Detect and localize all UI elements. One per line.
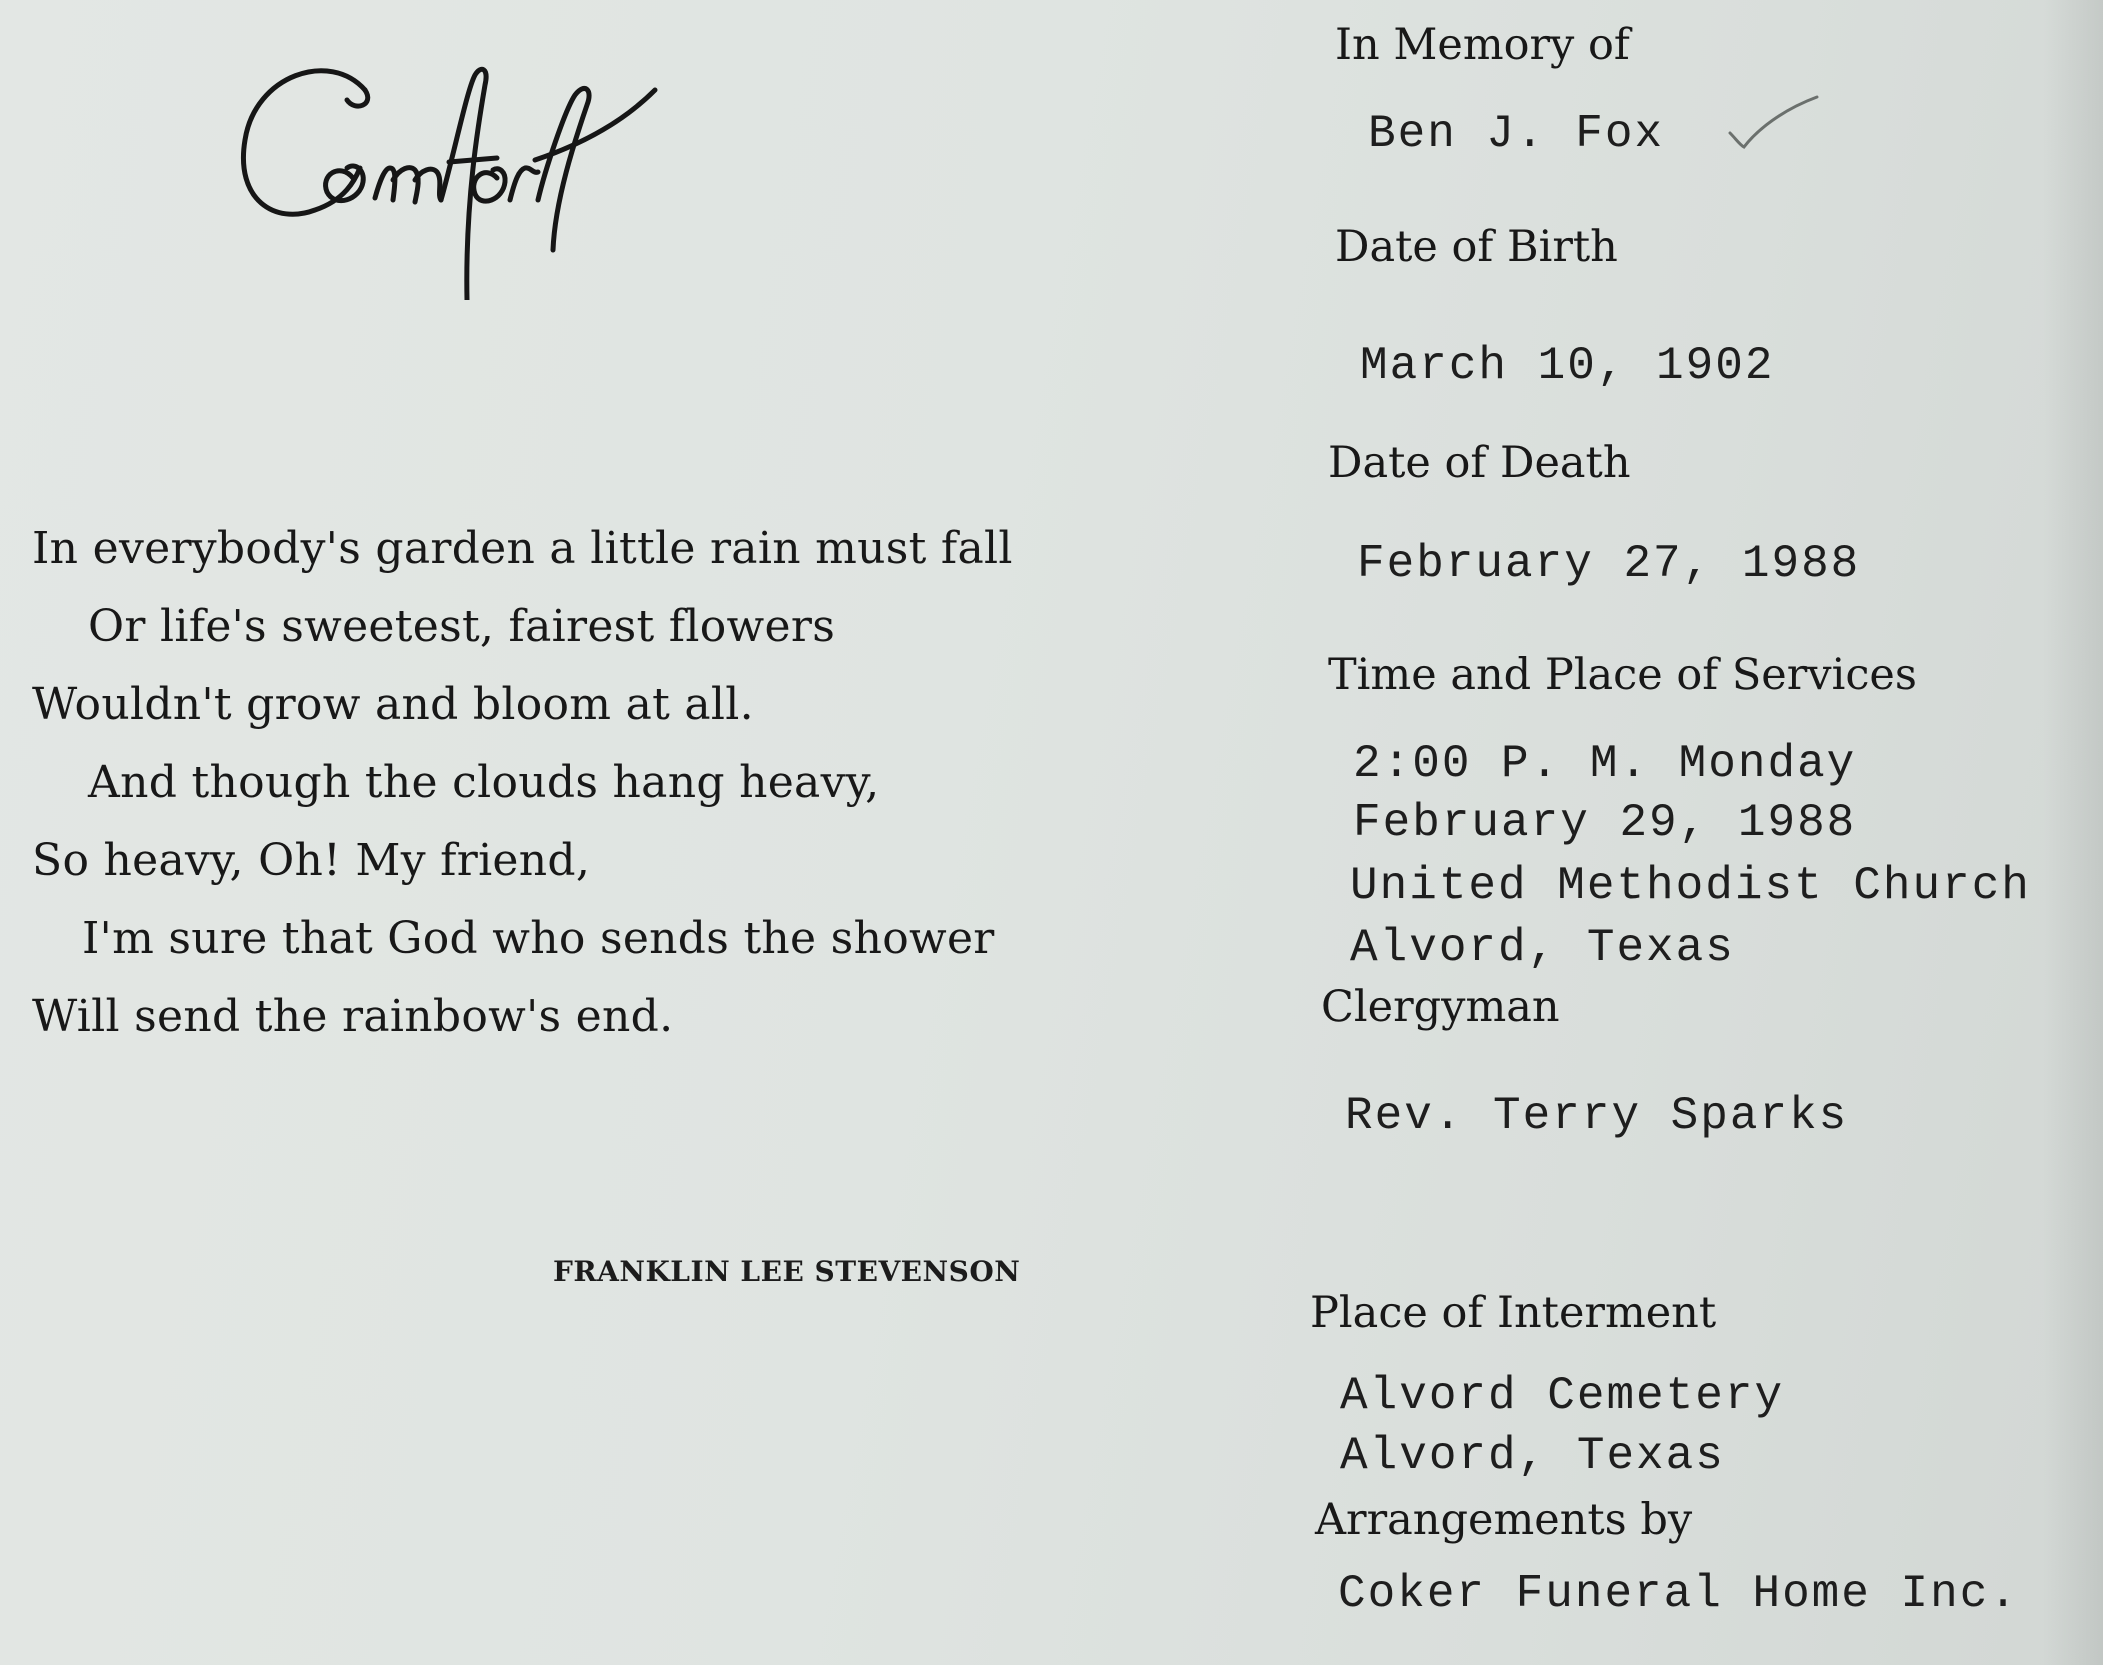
birth-date: March 10, 1902 [1360, 340, 1775, 392]
poem [32, 510, 1052, 1056]
interment-location: Alvord, Texas [1340, 1430, 1725, 1482]
poem-line: And though the clouds hang heavy, [88, 757, 880, 808]
poem-line: In everybody's garden a little rain must fall [32, 523, 1013, 574]
poem-line: Will send the rainbow's end. [32, 991, 674, 1042]
comfort-script-title [235, 50, 695, 300]
poem-line: So heavy, Oh! My friend, [32, 835, 591, 886]
clergyman-label: Clergyman [1321, 982, 1560, 1032]
services-date: February 29, 1988 [1353, 797, 1857, 849]
clergyman-name: Rev. Terry Sparks [1345, 1090, 1849, 1142]
funeral-home: Coker Funeral Home Inc. [1338, 1568, 2019, 1620]
birth-label: Date of Birth [1335, 222, 1618, 272]
poem-line: Wouldn't grow and bloom at all. [32, 679, 754, 730]
services-time: 2:00 P. M. Monday [1353, 738, 1857, 790]
checkmark-icon [1722, 95, 1822, 155]
poem-line: I'm sure that God who sends the shower [82, 913, 995, 964]
death-label: Date of Death [1328, 438, 1631, 488]
in-memory-label: In Memory of [1335, 20, 1630, 70]
arrangements-label: Arrangements by [1315, 1495, 1693, 1545]
poem-author: FRANKLIN LEE STEVENSON [553, 1255, 1021, 1288]
services-church: United Methodist Church [1350, 860, 2031, 912]
page-shadow [2043, 0, 2103, 1665]
death-date: February 27, 1988 [1357, 538, 1861, 590]
poem-line: Or life's sweetest, fairest flowers [88, 601, 836, 652]
services-label: Time and Place of Services [1328, 650, 1917, 700]
interment-cemetery: Alvord Cemetery [1340, 1370, 1785, 1422]
services-location: Alvord, Texas [1350, 922, 1735, 974]
deceased-name: Ben J. Fox [1368, 108, 1665, 160]
interment-label: Place of Interment [1310, 1288, 1717, 1338]
